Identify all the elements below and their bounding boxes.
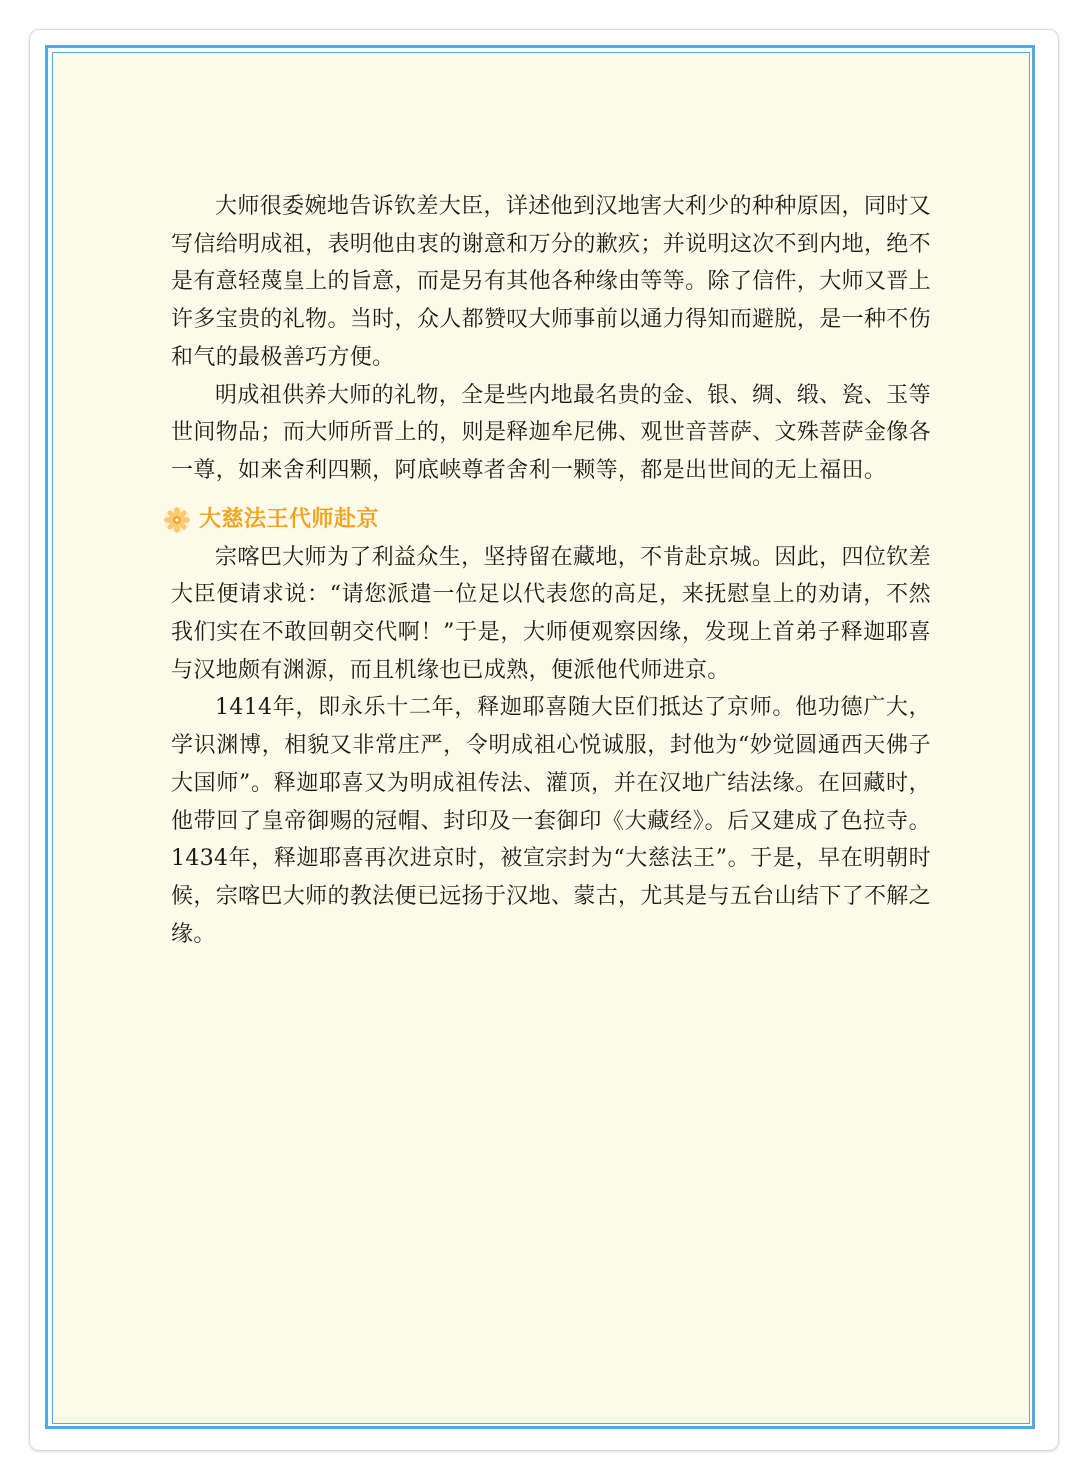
- section-heading-text: 大慈法王代师赴京: [199, 506, 380, 532]
- body-paragraph: 1414年，即永乐十二年，释迦耶喜随大臣们抵达了京师。他功德广大，学识渊博，相貌又非常庄严，令明成祖心悦诚服，封他为“妙觉圆通西天佛子大国师”。释迦耶喜又为明成祖传法、灌顶，并在汉地广结法缘。在回藏时，他带回了皇帝御赐的冠帽、封印及一套御印《大藏经》。后又建成了色拉寺。1434年，释迦耶喜再次进京时，被宣宗封为“大慈法王”。于是，早在明朝时候，宗喀巴大师的教法便已远扬于汉地、蒙古，尤其是与五台山结下了不解之缘。: [171, 695, 931, 947]
- section-heading: [163, 503, 931, 537]
- body-paragraph: 大师很委婉地告诉钦差大臣，详述他到汉地害大利少的种种原因，同时又写信给明成祖，表明他由衷的谢意和万分的歉疚；并说明这次不到内地，绝不是有意轻蔑皇上的旨意，而是另有其他各种缘由等等。除了信件，大师又晋上许多宝贵的礼物。当时，众人都赞叹大师事前以通力得知而避脱，是一种不伤和气的最极善巧方便。: [171, 194, 931, 370]
- body-paragraph: 明成祖供养大师的礼物，全是些内地最名贵的金、银、绸、缎、瓷、玉等世间物品；而大师所晋上的，则是释迦牟尼佛、观世音菩萨、文殊菩萨金像各一尊，如来舍利四颗，阿底峡尊者舍利一颗等，都是出世间的无上福田。: [171, 382, 931, 483]
- page-content: [171, 188, 931, 953]
- body-paragraph: 宗喀巴大师为了利益众生，坚持留在藏地，不肯赴京城。因此，四位钦差大臣便请求说：“请您派遣一位足以代表您的高足，来抚慰皇上的劝请，不然我们实在不敢回朝交代啊！”于是，大师便观察因缘，发现上首弟子释迦耶喜与汉地颇有渊源，而且机缘也已成熟，便派他代师进京。: [171, 544, 931, 683]
- lotus-flower-icon: [163, 506, 191, 534]
